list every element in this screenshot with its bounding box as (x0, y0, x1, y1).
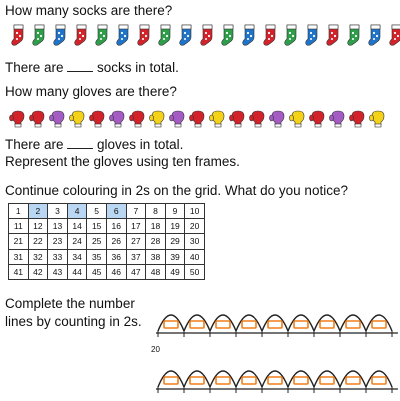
grid-row (9, 249, 205, 264)
sock-icon (50, 24, 71, 46)
grid-cell[interactable]: 2 (28, 204, 48, 219)
grid-cell[interactable]: 16 (106, 219, 126, 234)
q1-answer (5, 60, 179, 76)
grid-cell[interactable]: 36 (106, 249, 126, 264)
grid-cell[interactable]: 8 (146, 204, 166, 219)
jump-box[interactable] (242, 377, 256, 384)
glove-icon (248, 108, 268, 128)
grid-cell[interactable]: 50 (185, 264, 205, 279)
glove-icon (68, 108, 88, 128)
grid-cell[interactable]: 23 (48, 234, 68, 249)
grid-cell[interactable]: 24 (67, 234, 87, 249)
grid-cell[interactable]: 30 (185, 234, 205, 249)
grid-cell[interactable]: 11 (9, 219, 29, 234)
sock-icon (260, 24, 281, 46)
glove-icon (328, 108, 348, 128)
number-line-1-start: 20 (151, 345, 160, 354)
sock-icon (344, 24, 365, 46)
q1-question: How many socks are there? (5, 3, 173, 18)
grid-cell[interactable]: 43 (48, 264, 68, 279)
glove-icon (28, 108, 48, 128)
grid-cell[interactable]: 42 (28, 264, 48, 279)
sock-icon (134, 24, 155, 46)
jump-box[interactable] (268, 377, 282, 384)
q4-line2: lines by counting in 2s. (5, 314, 142, 329)
glove-icon (168, 108, 188, 128)
glove-icon (48, 108, 68, 128)
sock-icon (113, 24, 134, 46)
grid-cell[interactable]: 44 (67, 264, 87, 279)
sock-icon (218, 24, 239, 46)
number-line-1 (156, 301, 400, 345)
grid-cell[interactable]: 35 (87, 249, 107, 264)
jump-box[interactable] (294, 377, 308, 384)
sock-icon (302, 24, 323, 46)
grid-cell[interactable]: 12 (28, 219, 48, 234)
q2-answer-after: gloves in total. (93, 137, 184, 152)
jump-box[interactable] (164, 321, 178, 328)
grid-cell[interactable]: 32 (28, 249, 48, 264)
grid-cell[interactable]: 14 (67, 219, 87, 234)
sock-icon (386, 24, 400, 46)
glove-icon (308, 108, 328, 128)
q2-answer (5, 137, 183, 153)
grid-cell[interactable]: 5 (87, 204, 107, 219)
jump-box[interactable] (372, 321, 386, 328)
sock-icon (92, 24, 113, 46)
jump-box[interactable] (216, 377, 230, 384)
grid-cell[interactable]: 7 (126, 204, 146, 219)
glove-icon (368, 108, 388, 128)
jump-box[interactable] (320, 321, 334, 328)
glove-icon (188, 108, 208, 128)
glove-icon (348, 108, 368, 128)
q1-answer-after: socks in total. (93, 60, 179, 75)
grid-cell[interactable]: 18 (146, 219, 166, 234)
grid-cell[interactable]: 31 (9, 249, 29, 264)
jump-box[interactable] (190, 321, 204, 328)
grid-cell[interactable]: 34 (67, 249, 87, 264)
q2-instruction: Represent the gloves using ten frames. (5, 154, 240, 169)
grid-cell[interactable]: 41 (9, 264, 29, 279)
grid-row (9, 204, 205, 219)
glove-icon (268, 108, 288, 128)
q4-line1: Complete the number (5, 296, 135, 311)
glove-icon (108, 108, 128, 128)
q1-answer-blank[interactable] (67, 60, 93, 72)
jump-box[interactable] (242, 321, 256, 328)
jump-box[interactable] (294, 321, 308, 328)
grid-cell[interactable]: 37 (126, 249, 146, 264)
sock-icon (176, 24, 197, 46)
jump-box[interactable] (372, 377, 386, 384)
grid-cell[interactable]: 38 (146, 249, 166, 264)
glove-icon (228, 108, 248, 128)
grid-row (9, 234, 205, 249)
glove-icon (88, 108, 108, 128)
grid-cell[interactable]: 13 (48, 219, 68, 234)
sock-icon (71, 24, 92, 46)
jump-box[interactable] (320, 377, 334, 384)
sock-icon (239, 24, 260, 46)
grid-cell[interactable]: 45 (87, 264, 107, 279)
grid-cell[interactable]: 4 (67, 204, 87, 219)
glove-icon (288, 108, 308, 128)
glove-icon (8, 108, 28, 128)
grid-cell[interactable]: 46 (106, 264, 126, 279)
grid-cell[interactable]: 25 (87, 234, 107, 249)
grid-cell[interactable]: 20 (185, 219, 205, 234)
q3-question: Continue colouring in 2s on the grid. What do you notice? (5, 183, 348, 198)
jump-box[interactable] (190, 377, 204, 384)
number-grid (8, 203, 205, 280)
grid-cell[interactable]: 1 (9, 204, 29, 219)
jump-box[interactable] (268, 321, 282, 328)
gloves-row (8, 108, 388, 128)
grid-cell[interactable]: 9 (165, 204, 185, 219)
q1-answer-before: There are (5, 60, 68, 75)
sock-icon (281, 24, 302, 46)
glove-icon (208, 108, 228, 128)
jump-box[interactable] (164, 377, 178, 384)
grid-cell[interactable]: 28 (146, 234, 166, 249)
sock-icon (323, 24, 344, 46)
grid-cell[interactable]: 39 (165, 249, 185, 264)
grid-cell[interactable]: 33 (48, 249, 68, 264)
grid-cell[interactable]: 21 (9, 234, 29, 249)
grid-cell[interactable]: 26 (106, 234, 126, 249)
grid-cell[interactable]: 3 (48, 204, 68, 219)
grid-cell[interactable]: 29 (165, 234, 185, 249)
jump-box[interactable] (346, 377, 360, 384)
grid-row (9, 219, 205, 234)
sock-icon (8, 24, 29, 46)
number-line-2 (156, 357, 400, 401)
jump-box[interactable] (346, 321, 360, 328)
grid-row (9, 264, 205, 279)
grid-cell[interactable]: 6 (106, 204, 126, 219)
grid-cell[interactable]: 10 (185, 204, 205, 219)
glove-icon (128, 108, 148, 128)
grid-cell[interactable]: 19 (165, 219, 185, 234)
sock-icon (155, 24, 176, 46)
grid-cell[interactable]: 15 (87, 219, 107, 234)
glove-icon (148, 108, 168, 128)
grid-cell[interactable]: 48 (146, 264, 166, 279)
grid-cell[interactable]: 17 (126, 219, 146, 234)
sock-icon (29, 24, 50, 46)
sock-icon (197, 24, 218, 46)
sock-icon (365, 24, 386, 46)
jump-box[interactable] (216, 321, 230, 328)
grid-cell[interactable]: 49 (165, 264, 185, 279)
q2-answer-blank[interactable] (67, 137, 93, 149)
grid-cell[interactable]: 22 (28, 234, 48, 249)
grid-cell[interactable]: 40 (185, 249, 205, 264)
socks-row (8, 24, 400, 46)
grid-cell[interactable]: 47 (126, 264, 146, 279)
q2-question: How many gloves are there? (5, 84, 177, 99)
grid-cell[interactable]: 27 (126, 234, 146, 249)
q2-answer-before: There are (5, 137, 68, 152)
